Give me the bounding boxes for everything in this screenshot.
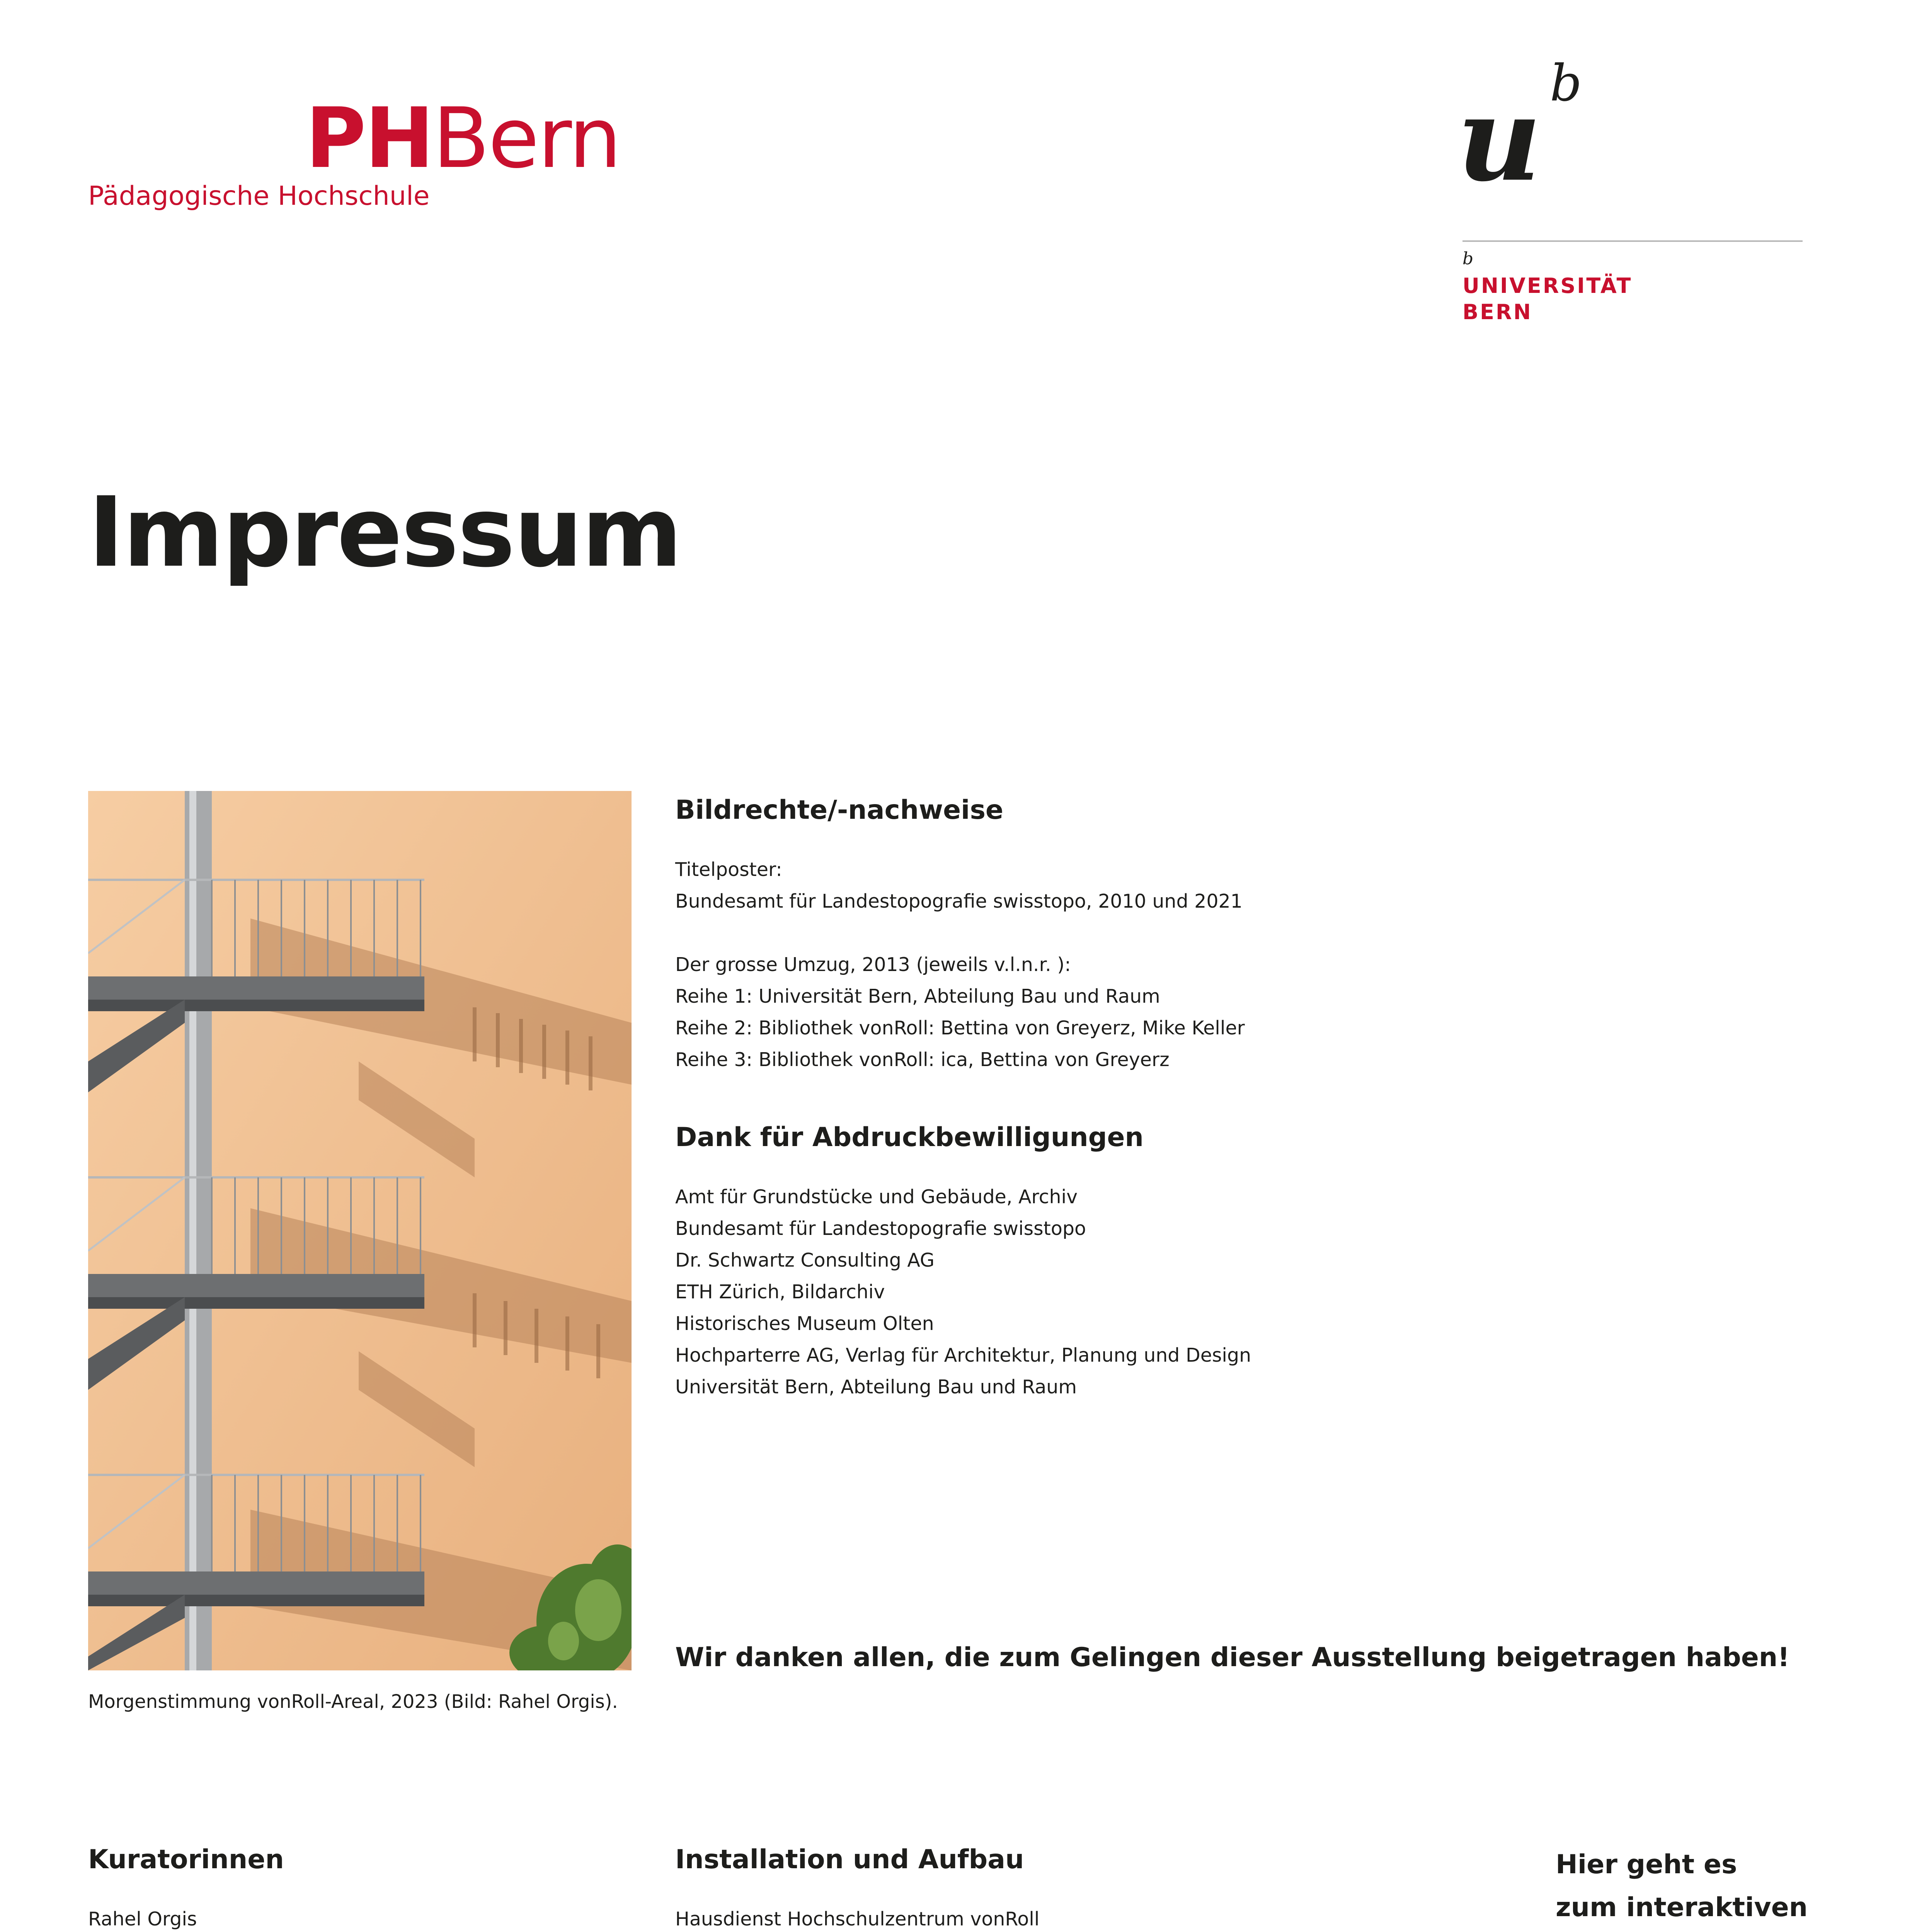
unibern-logo-line2: BERN <box>1462 300 1532 324</box>
unibern-logo-name <box>1462 273 1632 325</box>
bildrechte-heading: Bildrechte/-nachweise <box>675 795 1004 825</box>
unibern-logo-b: b <box>1550 54 1582 112</box>
kuratorinnen-section <box>88 1844 397 1932</box>
installation-list <box>675 1903 1099 1932</box>
dank-line: Dr. Schwartz Consulting AG <box>675 1249 935 1271</box>
dank-line: ETH Zürich, Bildarchiv <box>675 1281 885 1303</box>
unibern-logo-small-b: b <box>1462 249 1474 269</box>
unibern-logo-u: u <box>1457 71 1542 207</box>
phbern-logo-ph: PH <box>305 90 433 187</box>
phbern-logo-subtitle: Pädagogische Hochschule <box>88 181 430 211</box>
bildrechte-line: Reihe 3: Bibliothek vonRoll: ica, Bettina von Greyerz <box>675 1048 1170 1071</box>
installation-line: Hausdienst Hochschulzentrum vonRoll <box>675 1908 1040 1930</box>
bildrechte-line: Reihe 1: Universität Bern, Abteilung Bau und Raum <box>675 985 1160 1007</box>
photo-caption: Morgenstimmung vonRoll-Areal, 2023 (Bild: Rahel Orgis). <box>88 1691 618 1713</box>
dank-line: Historisches Museum Olten <box>675 1312 934 1335</box>
unibern-logo-line1: UNIVERSITÄT <box>1462 274 1633 298</box>
kuratorinnen-line: Rahel Orgis <box>88 1908 197 1930</box>
bildrechte-line: Bundesamt für Landestopografie swisstopo, 2010 und 2021 <box>675 890 1243 912</box>
dank-list <box>675 1181 1251 1403</box>
qr-label <box>1556 1843 1808 1932</box>
bildrechte-line: Reihe 2: Bibliothek vonRoll: Bettina von Greyerz, Mike Keller <box>675 1017 1245 1039</box>
bildrechte-line: Titelposter: <box>675 858 782 881</box>
installation-section <box>675 1844 1099 1932</box>
unibern-logo-divider <box>1462 240 1803 242</box>
page-title: Impressum <box>88 476 681 588</box>
staircase-photo <box>88 791 632 1670</box>
bildrechte-list <box>675 854 1245 1076</box>
installation-heading: Installation und Aufbau <box>675 1844 1024 1875</box>
dank-section <box>675 1122 1251 1403</box>
dank-line: Universität Bern, Abteilung Bau und Raum <box>675 1376 1077 1398</box>
bildrechte-line: Der grosse Umzug, 2013 (jeweils v.l.n.r. ): <box>675 953 1071 976</box>
dank-line: Hochparterre AG, Verlag für Architektur, Planung und Design <box>675 1344 1251 1366</box>
phbern-logo-bern: Bern <box>432 90 620 187</box>
dank-heading: Dank für Abdruckbewilligungen <box>675 1122 1144 1153</box>
qr-label-line: zum interaktiven <box>1556 1892 1808 1923</box>
dank-line: Amt für Grundstücke und Gebäude, Archiv <box>675 1185 1078 1208</box>
dank-line: Bundesamt für Landestopografie swisstopo <box>675 1217 1086 1240</box>
qr-label-line <box>1556 1929 1808 1932</box>
phbern-logo <box>305 90 620 187</box>
thanks-statement: Wir danken allen, die zum Gelingen dieser Ausstellung beigetragen haben! <box>675 1642 1790 1673</box>
qr-label-line: Hier geht es <box>1556 1849 1737 1880</box>
kuratorinnen-list <box>88 1903 397 1932</box>
bildrechte-line <box>675 917 1245 949</box>
kuratorinnen-heading: Kuratorinnen <box>88 1844 284 1875</box>
bildrechte-section <box>675 794 1245 1076</box>
